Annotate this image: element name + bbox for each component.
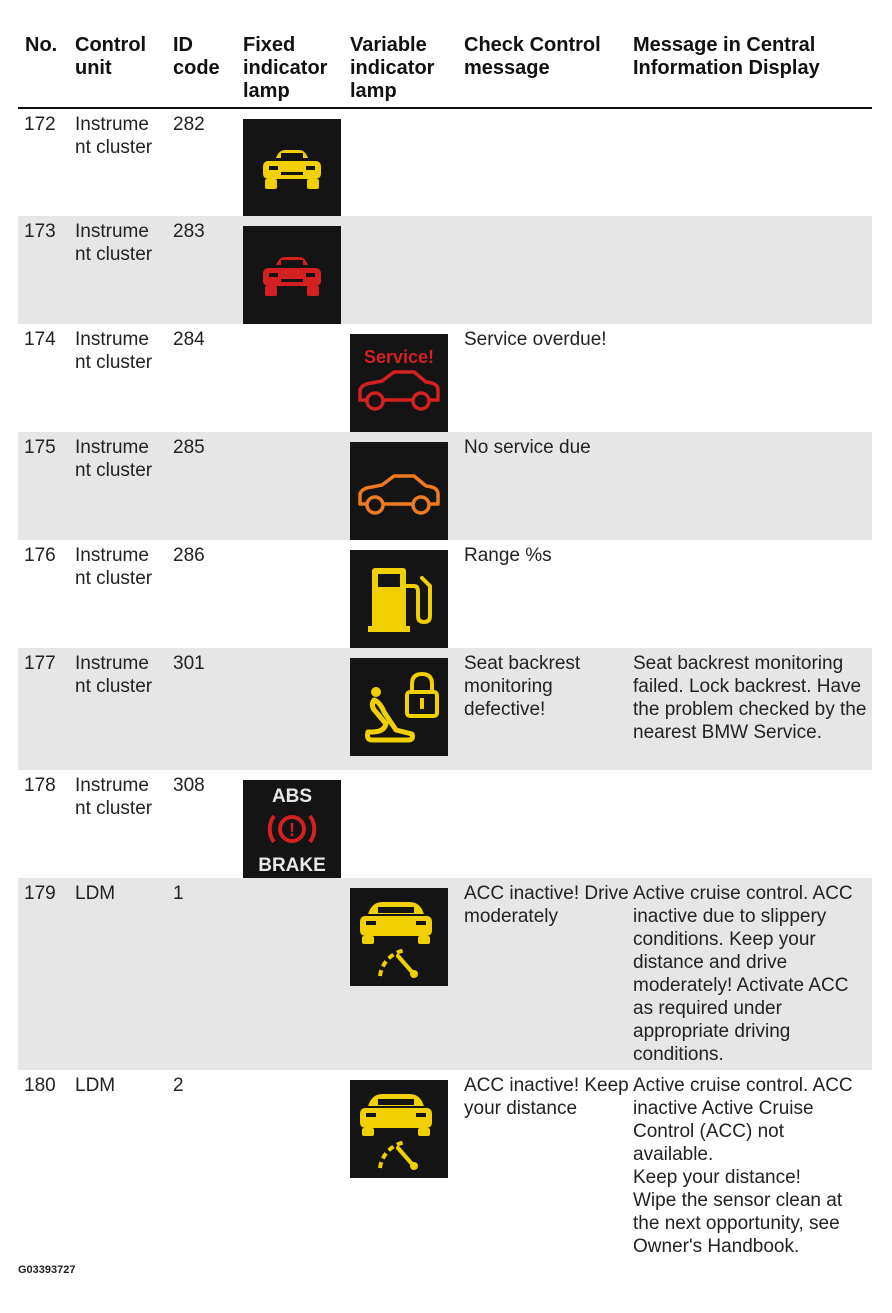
row-number: 177: [24, 653, 56, 674]
table-row: [18, 878, 872, 1070]
table-row: [18, 770, 872, 878]
row-control-unit: Instrume nt cluster: [75, 221, 153, 265]
row-id-code: 2: [173, 1075, 184, 1096]
row-id-code: 1: [173, 883, 184, 904]
acc-car-gauge-icon: [350, 888, 448, 986]
car-front-icon: [243, 119, 341, 217]
table-row: [18, 540, 872, 648]
row-number: 176: [24, 545, 56, 566]
abs-brake-icon: [243, 780, 341, 878]
row-id-code: 283: [173, 221, 205, 242]
row-check-control-message: ACC inactive! Keep your distance: [464, 1075, 629, 1119]
row-check-control-message: Seat backrest monitoring defective!: [464, 653, 581, 720]
row-id-code: 286: [173, 545, 205, 566]
row-control-unit: Instrume nt cluster: [75, 653, 153, 697]
service-lamp-label: Service!: [363, 347, 435, 367]
row-id-code: 308: [173, 775, 205, 796]
header-no: No.: [25, 34, 58, 56]
row-number: 172: [24, 114, 56, 135]
brake-label: BRAKE: [258, 855, 326, 876]
table-row: [18, 1070, 872, 1260]
header-variable-lamp: Variable indicator lamp: [350, 34, 435, 102]
row-control-unit: Instrume nt cluster: [75, 775, 153, 819]
row-cid-message: Active cruise control. ACC inactive due to slippery conditions. Keep your distance and drive moderately! Activate ACC as required under appropriate driving conditions.: [633, 883, 853, 1065]
abs-label: ABS: [271, 786, 313, 807]
header-cid-message: Message in Central Information Display: [633, 34, 820, 79]
row-id-code: 285: [173, 437, 205, 458]
row-control-unit: Instrume nt cluster: [75, 329, 153, 373]
table-row: [18, 109, 872, 216]
row-check-control-message: ACC inactive! Drive moderately: [464, 883, 629, 927]
row-control-unit: Instrume nt cluster: [75, 114, 153, 158]
row-id-code: 301: [173, 653, 205, 674]
row-id-code: 282: [173, 114, 205, 135]
car-front-icon: [243, 226, 341, 324]
row-check-control-message: Range %s: [464, 545, 552, 566]
figure-code: G03393727: [18, 1264, 76, 1276]
header-check-control: Check Control message: [464, 34, 601, 79]
row-check-control-message: Service overdue!: [464, 329, 607, 350]
table-row: [18, 324, 872, 432]
row-number: 179: [24, 883, 56, 904]
table-header: [0, 34, 892, 108]
fuel-pump-icon: [350, 550, 448, 648]
table-row: [18, 432, 872, 540]
header-fixed-lamp: Fixed indicator lamp: [243, 34, 328, 102]
acc-car-gauge-icon: [350, 1080, 448, 1178]
row-number: 174: [24, 329, 56, 350]
row-cid-message: Active cruise control. ACC inactive Active Cruise Control (ACC) not available. Keep your distance! Wipe the sensor clean at the next opportunity, see Owner's Handbook.: [633, 1075, 853, 1257]
header-control-unit: Control unit: [75, 34, 147, 79]
table-row: [18, 648, 872, 770]
row-number: 178: [24, 775, 56, 796]
table-row: [18, 216, 872, 324]
row-control-unit: LDM: [75, 1075, 116, 1096]
row-number: 175: [24, 437, 56, 458]
row-control-unit: LDM: [75, 883, 116, 904]
row-number: 173: [24, 221, 56, 242]
row-control-unit: Instrume nt cluster: [75, 545, 153, 589]
car-side-icon: [350, 442, 448, 540]
brake-warning-mark: !: [289, 820, 295, 840]
row-cid-message: Seat backrest monitoring failed. Lock backrest. Have the problem checked by the nearest BMW Service.: [633, 653, 867, 743]
header-id-code: ID code: [173, 34, 220, 79]
seat-lock-icon: [350, 658, 448, 756]
service-car-icon: [350, 334, 448, 432]
row-id-code: 284: [173, 329, 205, 350]
row-check-control-message: No service due: [464, 437, 591, 458]
row-number: 180: [24, 1075, 56, 1096]
row-control-unit: Instrume nt cluster: [75, 437, 153, 481]
